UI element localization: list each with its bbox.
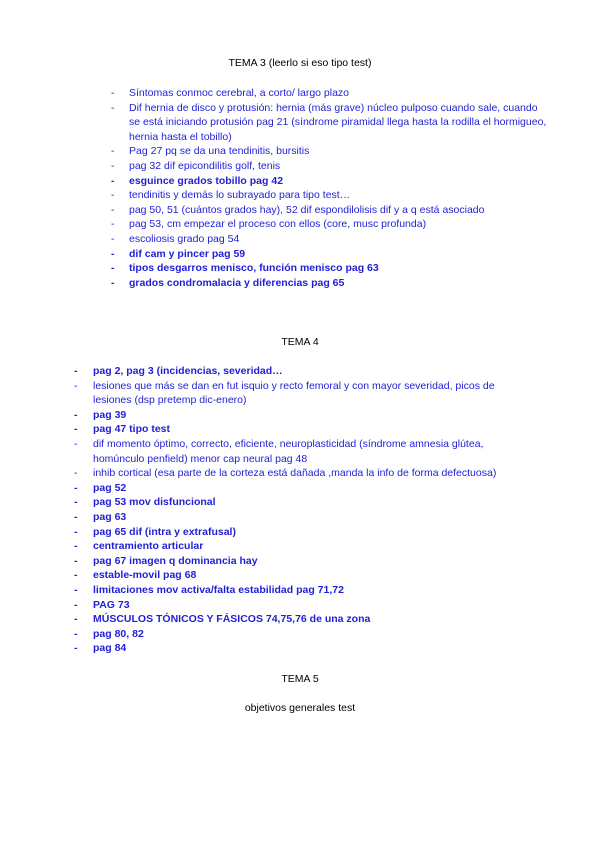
list-item-text: Dif hernia de disco y protusión: hernia (más grave) núcleo pulposo cuando sale, cuando se está iniciando protusión pag 21 (síndrome piramidal llega hasta la rodilla el hormigueo, hernia hasta el tobillo) xyxy=(129,101,547,143)
list-item-text: esguince grados tobillo pag 42 xyxy=(129,174,284,187)
list-item-text: estable-movil pag 68 xyxy=(93,569,197,582)
bullet-dash: - xyxy=(111,262,115,275)
bullet-dash: - xyxy=(111,232,115,245)
list-item xyxy=(111,217,549,232)
list-item xyxy=(74,554,533,569)
list-item-text: pag 53, cm empezar el proceso con ellos (core, musc profunda) xyxy=(129,218,427,231)
bullet-dash: - xyxy=(74,481,78,494)
tema5-title: TEMA 5 xyxy=(281,673,319,685)
list-item-text: pag 65 dif (intra y extrafusal) xyxy=(93,525,236,538)
bullet-dash: - xyxy=(111,276,115,289)
bullet-dash: - xyxy=(111,145,115,158)
list-item-text: dif cam y pincer pag 59 xyxy=(129,247,246,260)
list-item xyxy=(74,422,533,437)
list-item-text: lesiones que más se dan en fut isquio y recto femoral y con mayor severidad, picos de lesiones (dsp pretemp dic-enero) xyxy=(93,379,495,407)
list-item-text: pag 52 xyxy=(93,481,127,494)
tema5-subtitle: objetivos generales test xyxy=(244,702,356,714)
list-item xyxy=(111,276,549,291)
bullet-dash: - xyxy=(111,189,115,202)
bullet-dash: - xyxy=(111,87,115,99)
list-item-text: escoliosis grado pag 54 xyxy=(129,232,240,245)
list-item xyxy=(111,261,549,276)
list-item-text: tendinitis y demás lo subrayado para tipo test… xyxy=(129,189,351,202)
list-item xyxy=(74,539,533,554)
list-item xyxy=(74,495,533,510)
list-item xyxy=(111,188,549,203)
bullet-dash: - xyxy=(74,583,78,596)
bullet-dash: - xyxy=(111,247,115,260)
list-item xyxy=(74,641,533,656)
list-item-text: Síntomas conmoc cerebral, a corto/ largo plazo xyxy=(129,87,350,99)
list-item xyxy=(74,510,533,525)
bullet-dash: - xyxy=(74,379,78,392)
list-item xyxy=(74,612,533,627)
list-item-text: pag 63 xyxy=(93,510,127,523)
list-item xyxy=(74,437,533,466)
list-item xyxy=(111,232,549,247)
list-item-text: pag 67 imagen q dominancia hay xyxy=(93,554,258,567)
list-item-text: pag 47 tipo test xyxy=(93,423,171,436)
list-item-text: pag 39 xyxy=(93,408,127,421)
bullet-dash: - xyxy=(74,642,78,655)
bullet-dash: - xyxy=(74,569,78,582)
list-item-text: pag 32 dif epicondilitis golf, tenis xyxy=(129,159,281,172)
list-item xyxy=(111,247,549,262)
bullet-dash: - xyxy=(74,598,78,611)
bullet-dash: - xyxy=(74,554,78,567)
bullet-dash: - xyxy=(74,365,78,377)
bullet-dash: - xyxy=(111,159,115,172)
tema4-list xyxy=(74,364,533,656)
tema4-title: TEMA 4 xyxy=(281,336,319,348)
list-item xyxy=(74,598,533,613)
tema3-list xyxy=(111,86,549,290)
list-item-text: grados condromalacia y diferencias pag 65 xyxy=(129,276,345,289)
bullet-dash: - xyxy=(74,540,78,553)
list-item-text: Pag 27 pq se da una tendinitis, bursitis xyxy=(129,145,310,158)
list-item-text: pag 50, 51 (cuántos grados hay), 52 dif espondilolisis dif y a q está asociado xyxy=(129,203,485,216)
list-item-text: pag 53 mov disfuncional xyxy=(93,496,216,509)
list-item-text: MÚSCULOS TÓNICOS Y FÁSICOS 74,75,76 de una zona xyxy=(93,613,371,626)
bullet-dash: - xyxy=(111,203,115,216)
bullet-dash: - xyxy=(74,525,78,538)
list-item xyxy=(74,568,533,583)
list-item xyxy=(111,144,549,159)
bullet-dash: - xyxy=(74,496,78,509)
list-item xyxy=(74,466,533,481)
tema3-title: TEMA 3 (leerlo si eso tipo test) xyxy=(228,57,372,69)
bullet-dash: - xyxy=(111,174,115,187)
list-item xyxy=(74,583,533,598)
bullet-dash: - xyxy=(74,627,78,640)
list-item xyxy=(74,525,533,540)
bullet-dash: - xyxy=(74,437,78,450)
list-item-text: dif momento óptimo, correcto, eficiente, neuroplasticidad (síndrome amnesia glútea, homúnculo penfield) menor cap neural pag 48 xyxy=(93,437,484,465)
list-item xyxy=(111,159,549,174)
list-item xyxy=(74,379,533,408)
list-item-text: limitaciones mov activa/falta estabilidad pag 71,72 xyxy=(93,583,344,596)
list-item xyxy=(111,101,549,145)
bullet-dash: - xyxy=(74,467,78,480)
list-item-text: inhib cortical (esa parte de la corteza está dañada ,manda la info de forma defectuosa) xyxy=(93,467,497,480)
list-item-text: pag 2, pag 3 (incidencias, severidad… xyxy=(93,365,283,377)
bullet-dash: - xyxy=(74,510,78,523)
list-item xyxy=(111,86,549,101)
list-item xyxy=(111,203,549,218)
list-item xyxy=(74,364,533,379)
list-item-text: pag 80, 82 xyxy=(93,627,144,640)
list-item xyxy=(74,627,533,642)
bullet-dash: - xyxy=(74,613,78,626)
bullet-dash: - xyxy=(74,423,78,436)
list-item xyxy=(74,481,533,496)
list-item xyxy=(74,408,533,423)
list-item-text: PAG 73 xyxy=(93,598,130,611)
list-item-text: pag 84 xyxy=(93,642,127,655)
bullet-dash: - xyxy=(111,218,115,231)
bullet-dash: - xyxy=(111,101,115,114)
bullet-dash: - xyxy=(74,408,78,421)
list-item-text: centramiento articular xyxy=(93,540,204,553)
list-item xyxy=(111,174,549,189)
list-item-text: tipos desgarros menisco, función menisco pag 63 xyxy=(129,262,379,275)
